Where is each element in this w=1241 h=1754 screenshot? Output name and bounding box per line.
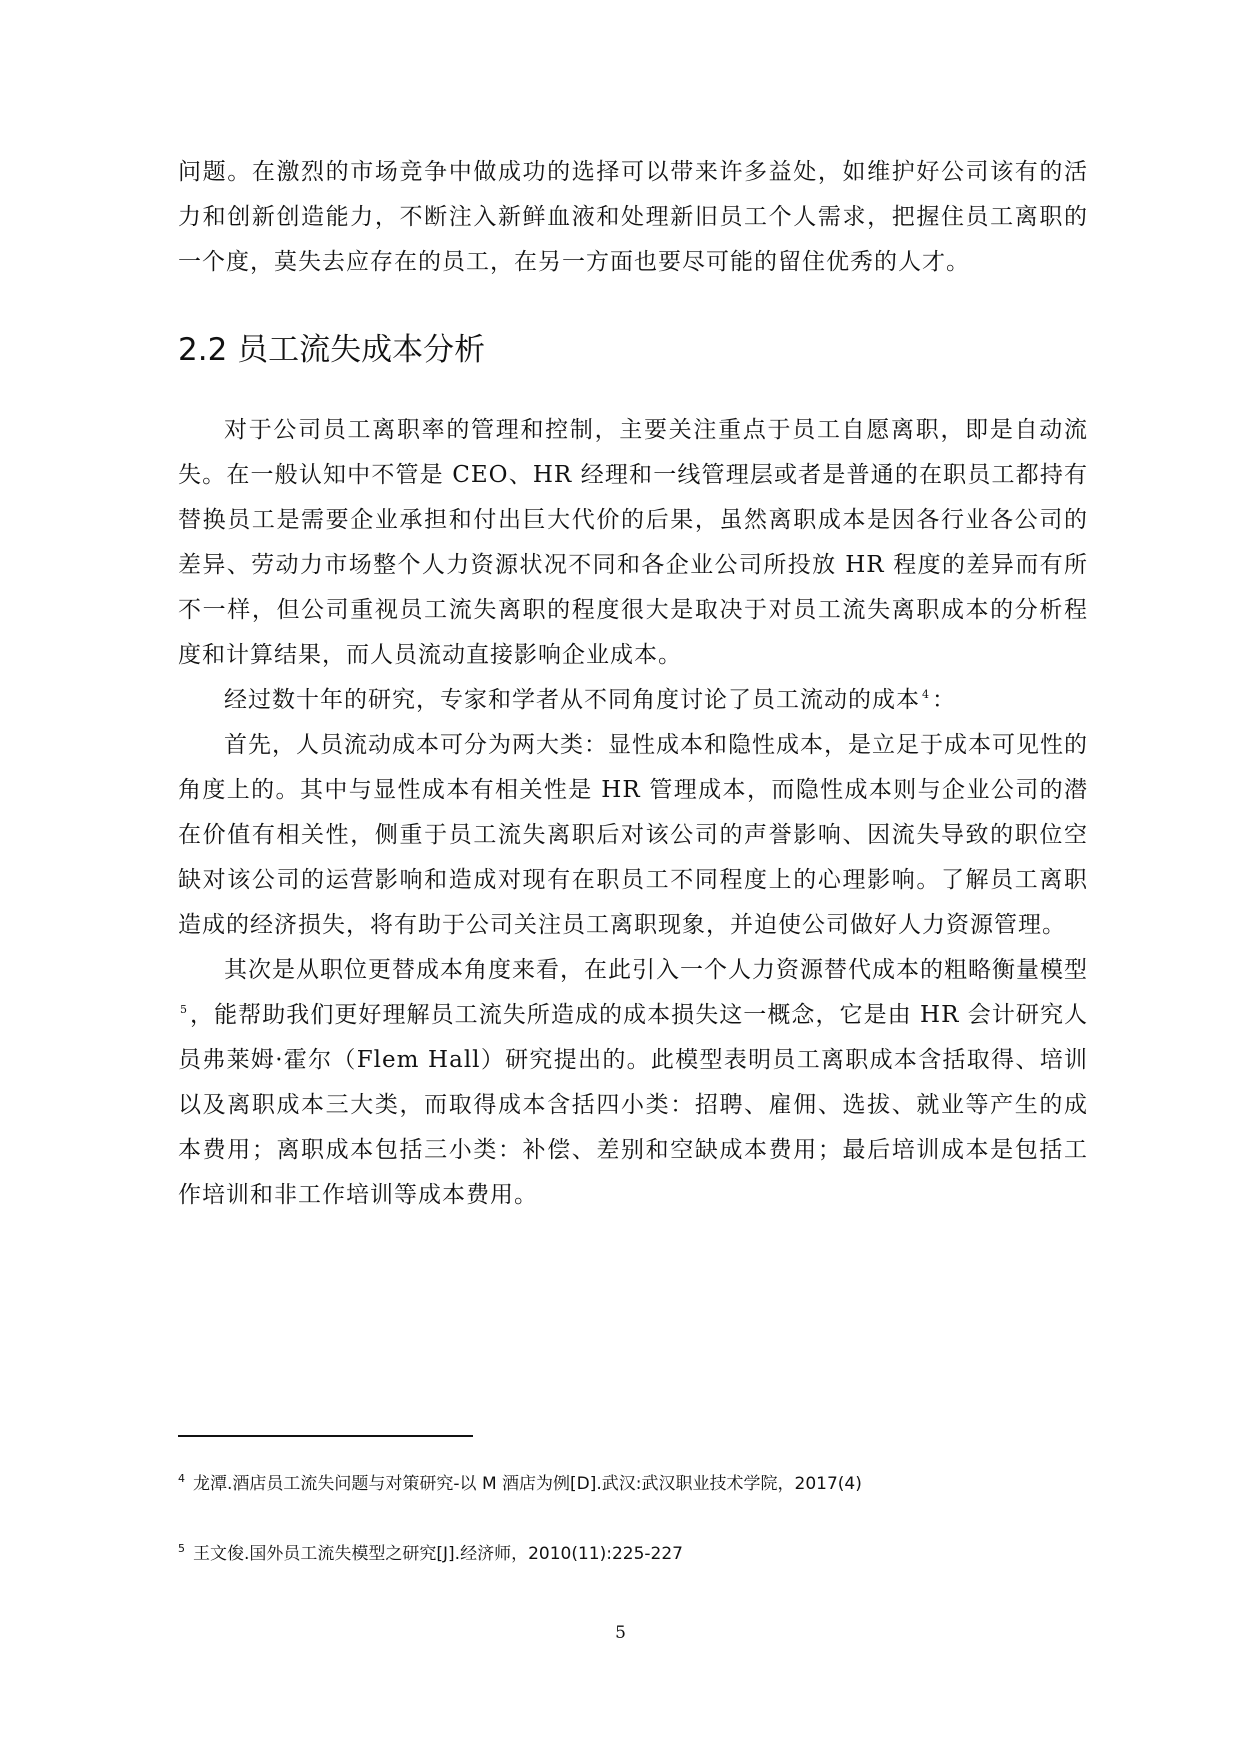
continuation-paragraph: 问题。在激烈的市场竞争中做成功的选择可以带来许多益处，如维护好公司该有的活力和创新创造能力，不断注入新鲜血液和处理新旧员工个人需求，把握住员工离职的一个度，莫失去应存在的员工，在另一方面也要尽可能的留住优秀的人才。 — [178, 159, 1088, 275]
paragraph-4-tail: ，能帮助我们更好理解员工流失所造成的成本损失这一概念，它是由 HR 会计研究人员弗莱姆·霍尔（Flem Hall）研究提出的。此模型表明员工离职成本含括取得、培训以及离职成本三大类，而取得成本含括四小类：招聘、雇佣、选拔、就业等产生的成本费用；离职成本包括三小类：补偿、差别和空缺成本费用；最后培训成本是包括工作培训和非工作培训等成本费用。 — [178, 1002, 1088, 1208]
paragraph-4 — [178, 948, 1088, 1218]
footnote-ref-5[interactable]: 5 — [180, 1003, 188, 1017]
section-body — [178, 408, 1088, 1218]
paragraph-2 — [178, 678, 1088, 723]
footnote-divider — [178, 1435, 473, 1437]
paragraph-2-text: 经过数十年的研究，专家和学者从不同角度讨论了员工流动的成本 — [224, 687, 920, 713]
footnote-ref-4[interactable]: 4 — [922, 688, 930, 702]
continuation-block — [178, 150, 1088, 285]
footnote-4 — [178, 1472, 1088, 1496]
section-heading: 2.2 员工流失成本分析 — [178, 332, 486, 368]
footnote-5 — [178, 1542, 1088, 1566]
footnote-5-text: 王文俊.国外员工流失模型之研究[J].经济师，2010(11):225-227 — [193, 1544, 684, 1564]
paragraph-1: 对于公司员工离职率的管理和控制，主要关注重点于员工自愿离职，即是自动流失。在一般认知中不管是 CEO、HR 经理和一线管理层或者是普通的在职员工都持有替换员工是需要企业承担和付出巨大代价的后果，虽然离职成本是因各行业各公司的差异、劳动力市场整个人力资源状况不同和各企业公司所投放 HR 程度的差异而有所不一样，但公司重视员工流失离职的程度很大是取决于对员工流失离职成本的分析程度和计算结果，而人员流动直接影响企业成本。 — [178, 417, 1088, 668]
paragraph-4-text: 其次是从职位更替成本角度来看，在此引入一个人力资源替代成本的粗略衡量模型 — [224, 957, 1088, 983]
paragraph-3: 首先，人员流动成本可分为两大类：显性成本和隐性成本，是立足于成本可见性的角度上的。其中与显性成本有相关性是 HR 管理成本，而隐性成本则与企业公司的潜在价值有相关性，侧重于员工流失离职后对该公司的声誉影响、因流失导致的职位空缺对该公司的运营影响和造成对现有在职员工不同程度上的心理影响。了解员工离职造成的经济损失，将有助于公司关注员工离职现象，并迫使公司做好人力资源管理。 — [178, 732, 1088, 938]
footnote-4-mark: 4 — [178, 1472, 185, 1486]
footnote-5-mark: 5 — [178, 1542, 185, 1556]
paragraph-2-tail: ： — [932, 687, 956, 713]
footnote-4-text: 龙潭.酒店员工流失问题与对策研究-以 M 酒店为例[D].武汉:武汉职业技术学院，2017(4) — [193, 1474, 862, 1494]
page-number: 5 — [615, 1623, 626, 1643]
